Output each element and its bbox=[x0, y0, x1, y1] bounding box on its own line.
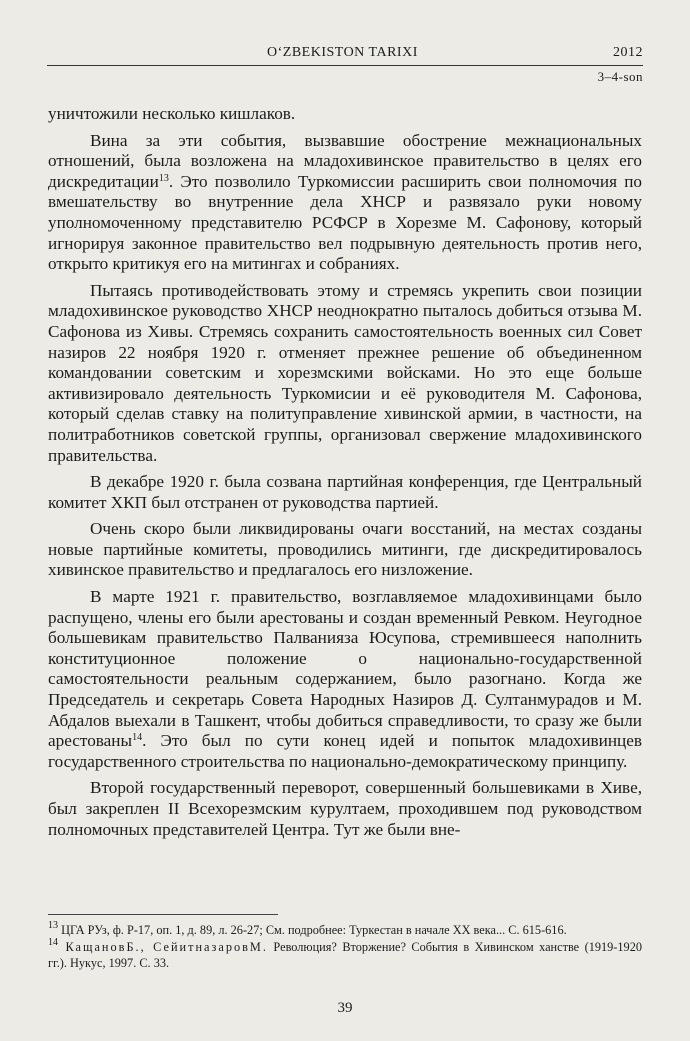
paragraph: уничтожили несколько кишлаков. bbox=[48, 104, 296, 123]
paragraph: Второй государственный переворот, совершенный большевиками в Хиве, был закреплен II Всехорезмским курултаем, проходившем под руководством полномочных представителей Центра. Тут же были вне- bbox=[48, 778, 642, 839]
footnote: $^{13}$ ЦГА РУз, ф. Р-17, оп. 1, д. 89, л. 26-27; См. подробнее: Туркестан в начале ХХ века... С. 615-616. bbox=[48, 920, 567, 937]
journal-year: 2012 bbox=[613, 45, 643, 60]
paragraph: Очень скоро были ликвидированы очаги восстаний, на местах созданы новые партийные комитеты, проводились митинги, где дискредитировалось хивинское правительство и предлагалось его низложение. bbox=[48, 519, 642, 580]
header-divider bbox=[47, 65, 643, 66]
paragraph: Вина за эти события, вызвавшие обострение межнациональных отношений, была возложена на младохивинское правительство в целях его дискредитации$^{13}$. Это позволило Туркомиссии расширить свои полномочия по вмешательству во внутренние дела ХНСР и развязало руки новому уполномоченному представителю РСФСР в Хорезме М. Сафонову, который игнорируя законное правительство вел подрывную деятельность против него, открыто критикуя его на митингах и собраниях. bbox=[48, 130, 642, 274]
article-body bbox=[48, 104, 642, 846]
footnote-divider bbox=[48, 914, 278, 915]
footnote-ref: 13 bbox=[158, 172, 169, 184]
paragraph: Пытаясь противодействовать этому и стремясь укрепить свои позиции младохивинское руководство ХНСР неоднократно пыталось добиться отзыва М. Сафонова из Хивы. Стремясь сохранить самостоятельность военных сил Совет назиров 22 ноября 1920 г. отменяет прежнее решение об объединенном командовании советским и хорезмскими войсками. Но это еще больше активизировало деятельность Туркомисии и её руководителя М. Сафонова, который сделав ставку на политуправление хивинской армии, в частности, на политработников советской группы, организовал свержение младохивинского правительства. bbox=[48, 280, 642, 465]
footnote-ref: 14 bbox=[132, 732, 143, 744]
paragraph: В марте 1921 г. правительство, возглавляемое младохивинцами было распущено, члены его были арестованы и создан временный Ревком. Неугодное большевикам правительство Палванияза Юсупова, стремившееся наполнить конституционное положение о национально-государственной самостоятельности реальным содержанием, было разогнано. Когда же Председатель и секретарь Совета Народных Назиров Д. Султанмурадов и М. Абдалов выехали в Ташкент, чтобы добиться справедливости, то сразу же были арестованы$^{14}$. Это был по сути конец идей и попыток младохивинцев государственного строительства по национально-демократическому принципу. bbox=[48, 587, 642, 771]
footnote: $^{14}$ КащановБ., СейитназаровМ. Революция? Вторжение? События в Хивинском ханстве (1919-1920 гг.). Нукус, 1997. С. 33. bbox=[48, 937, 642, 970]
paragraph: В декабре 1920 г. была созвана партийная конференция, где Центральный комитет ХКП был отстранен от руководства партией. bbox=[48, 472, 642, 512]
journal-title: O‘ZBEKISTON TARIXI bbox=[267, 45, 418, 60]
journal-issue: 3–4-son bbox=[597, 69, 643, 84]
page-number: 39 bbox=[337, 1000, 353, 1016]
footnotes bbox=[48, 922, 642, 972]
